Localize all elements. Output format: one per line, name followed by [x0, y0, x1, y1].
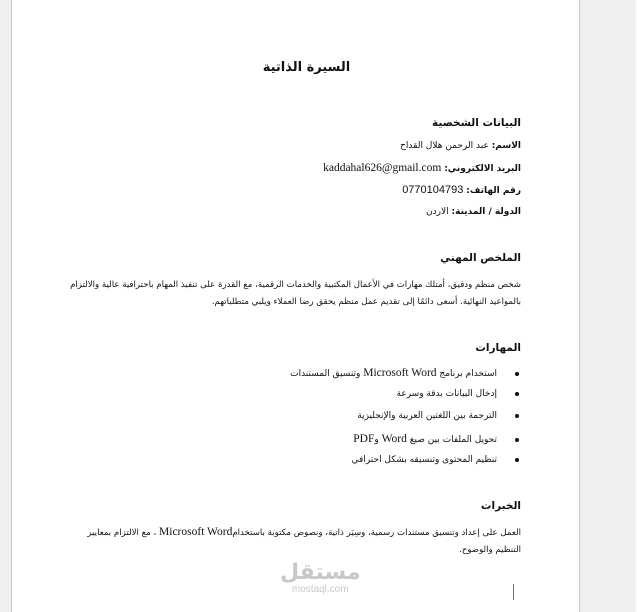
- skill-item: إدخال البيانات بدقة وسرعة: [397, 389, 519, 399]
- watermark-latin: mostaql.com: [291, 584, 349, 595]
- phone-label: رقم الهاتف:: [466, 186, 521, 196]
- location-label: الدولة / المدينة:: [451, 207, 521, 217]
- personal-heading: البيانات الشخصية: [432, 117, 521, 129]
- location-line: [426, 207, 521, 217]
- summary-line-1: شخص منظم ودقيق، أمتلك مهارات في الأعمال المكتبية والخدمات الرقمية، مع القدرة على تنفيذ المهام باحترافية عالية والالتزام: [70, 280, 521, 290]
- experience-line-1: العمل على إعداد وتنسيق مستندات رسمية، وسِيَر ذاتية، ونصوص مكتوبة باستخدامMicrosoft Word ، مع الالتزام بمعايير: [87, 526, 521, 538]
- name-value: عبد الرحمن هلال القداح: [400, 141, 489, 151]
- summary-heading: الملخص المهني: [440, 252, 521, 264]
- skill-item: تحويل الملفات بين صيغ Word وPDF: [353, 433, 519, 445]
- name-label: الاسم:: [491, 141, 521, 151]
- email-label: البريد الالكتروني:: [444, 164, 521, 174]
- summary-line-2: بالمواعيد النهائية. أسعى دائمًا إلى تقديم عمل منظم يحقق رضا العملاء ويلبي متطلباتهم.: [211, 297, 521, 307]
- bullet-icon: [515, 392, 519, 396]
- email-line: [323, 162, 521, 174]
- mostaql-watermark: [280, 562, 360, 596]
- phone-value: 0770104793: [402, 184, 464, 196]
- document-page[interactable]: [12, 0, 580, 612]
- bullet-icon: [515, 458, 519, 462]
- document-content[interactable]: [12, 0, 579, 612]
- summary-paragraph: [67, 277, 521, 311]
- left-margin-area: [0, 0, 12, 612]
- skill-item: استخدام برنامج Microsoft Word وتنسيق المستندات: [290, 367, 519, 379]
- bullet-icon: [515, 438, 519, 442]
- experience-paragraph: [67, 524, 521, 559]
- experience-line-2: التنظيم والوضوح.: [459, 545, 521, 555]
- bullet-icon: [515, 414, 519, 418]
- text-cursor: [513, 584, 514, 600]
- name-line: [400, 141, 521, 151]
- skill-item: تنظيم المحتوى وتنسيقه بشكل احترافي: [352, 455, 519, 465]
- document-title: السيرة الذاتية: [262, 60, 351, 75]
- experience-heading: الخبرات: [480, 500, 521, 512]
- skills-heading: المهارات: [475, 342, 521, 354]
- email-value: kaddahal626@gmail.com: [323, 162, 442, 174]
- phone-line: [402, 184, 521, 196]
- watermark-arabic: مستقل: [280, 560, 361, 585]
- skill-item: الترجمة بين اللغتين العربية والإنجليزية: [357, 411, 519, 421]
- bullet-icon: [515, 372, 519, 376]
- location-value: الاردن: [426, 207, 449, 217]
